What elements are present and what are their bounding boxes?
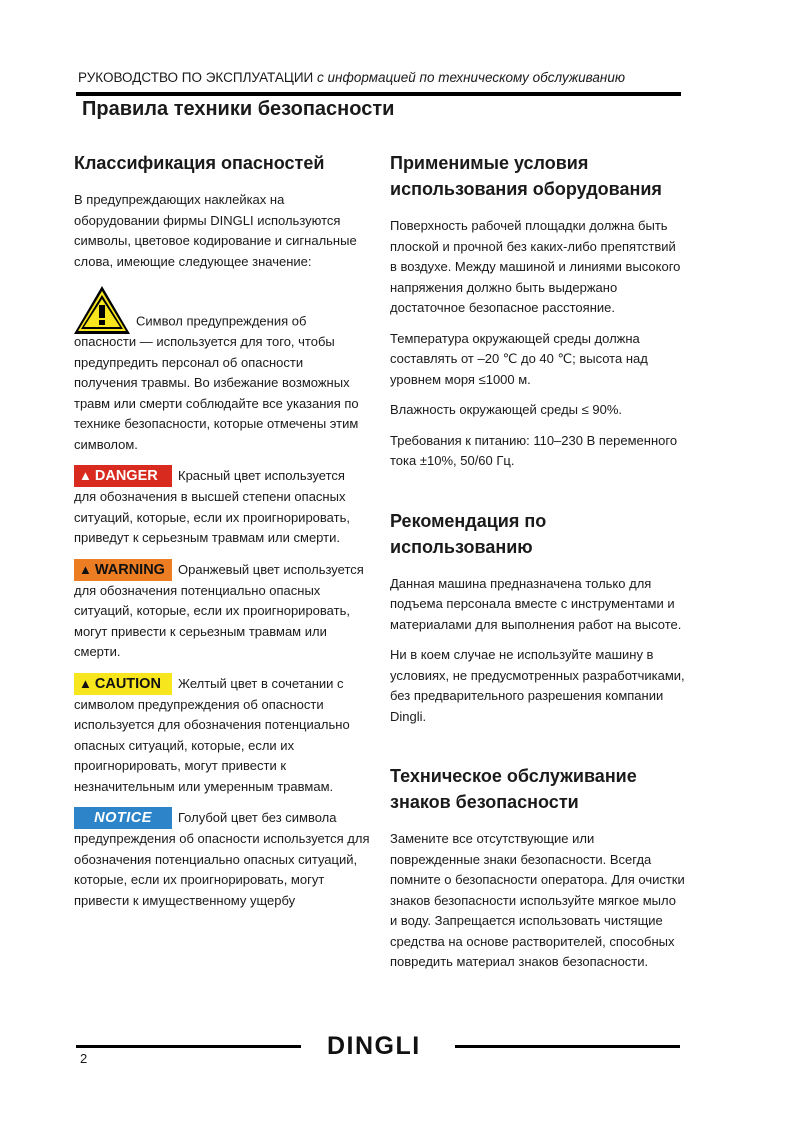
warning-triangle-icon: [72, 284, 132, 336]
section-spacer: [390, 482, 685, 508]
danger-text: Красный цвет используется для обозначения в высшей степени опасных ситуаций, которые, если их проигнорировать, приведут к серьезным травмам или смерти.: [74, 468, 350, 545]
sign-maintenance-p1: Замените все отсутствующие или поврежденные знаки безопасности. Всегда помните о безопасности оператора. Для очистки знаков безопасности используйте мягкое мыло и воду. Запрещается использовать чистящие средства на основе растворителей, способных повредить материал знаков безопасности.: [390, 831, 685, 969]
manual-subtitle: с информацией по техническому обслуживанию: [317, 70, 625, 85]
page-title: Правила техники безопасности: [82, 98, 395, 120]
manual-title: РУКОВОДСТВО ПО ЭКСПЛУАТАЦИИ: [78, 70, 314, 85]
hazard-symbol-block: [74, 284, 370, 455]
usage-conditions-p1: Поверхность рабочей площадки должна быть плоской и прочной без каких-либо препятствий в воздухе. Между машиной и линиями высокого напряжения должно быть выдержано достаточное безопасное расстояние.: [390, 218, 681, 315]
caution-text: Желтый цвет в сочетании с символом предупреждения об опасности используется для обозначения потенциально опасных ситуаций, которые, если их проигнорировать, могут привести к незначительным или умеренным травмам.: [74, 675, 350, 794]
warning-label: ▲ WARNING: [74, 559, 172, 581]
footer-rule-right: [455, 1045, 680, 1048]
dingli-logo: DINGLI: [327, 1032, 421, 1060]
caution-label: ▲ CAUTION: [74, 673, 172, 695]
running-header: [78, 70, 680, 85]
warning-triangle-icon: ▲: [79, 561, 92, 577]
usage-conditions-p3: Влажность окружающей среды ≤ 90%.: [390, 402, 623, 417]
danger-block: [74, 465, 370, 549]
usage-recommendation-p2: Ни в коем случае не используйте машину в условиях, не предусмотренных разработчиками, без предварительного разрешения компании Dingli.: [390, 647, 685, 724]
footer-rule-left: [76, 1045, 301, 1048]
sign-maintenance-heading: Техническое обслуживание знаков безопасности: [390, 766, 637, 812]
usage-recommendation-heading: Рекомендация по использованию: [390, 510, 547, 557]
intro-paragraph: В предупреждающих наклейках на оборудовании фирмы DINGLI используются символы, цветовое кодирование и сигнальные слова, имеющие следующее значение:: [74, 192, 357, 269]
right-column: [390, 150, 685, 983]
header-rule: [76, 92, 681, 96]
warning-triangle-icon: ▲: [79, 675, 92, 691]
usage-conditions-p2: Температура окружающей среды должна составлять от –20 ℃ до 40 ℃; высота над уровнем моря ≤1000 м.: [390, 330, 648, 387]
usage-conditions-heading: Применимые условия использования оборудования: [390, 153, 662, 199]
warning-block: [74, 559, 370, 663]
page-number: 2: [80, 1051, 88, 1066]
notice-text: Голубой цвет без символа предупреждения об опасности используется для обозначения потенциально опасных ситуаций, которые, если их проигнорировать, могут привести к имущественному ущербу: [74, 810, 370, 908]
section-spacer: [390, 737, 685, 763]
hazard-classification-heading: Классификация опасностей: [74, 153, 325, 173]
warning-triangle-icon: ▲: [79, 468, 92, 483]
usage-recommendation-p1: Данная машина предназначена только для подъема персонала вместе с инструментами и материалами для выполнения работ на высоте.: [390, 575, 682, 632]
left-column: [74, 150, 370, 921]
notice-label: NOTICE: [74, 807, 172, 829]
caution-block: [74, 673, 370, 798]
notice-block: [74, 807, 370, 911]
usage-conditions-p4: Требования к питанию: 110–230 В переменного тока ±10%, 50/60 Гц.: [390, 432, 678, 468]
hazard-symbol-text: Символ предупреждения об опасности — используется для того, чтобы предупредить персонал об опасности получения травмы. Во избежание возможных травм или смерти соблюдайте все указания по технике безопасности, которые отмечены этим символом.: [74, 313, 359, 452]
warning-text: Оранжевый цвет используется для обозначения потенциально опасных ситуаций, которые, если их проигнорировать, могут привести к серьезным травмам или смерти.: [74, 561, 364, 659]
danger-label: ▲ DANGER: [74, 465, 172, 487]
